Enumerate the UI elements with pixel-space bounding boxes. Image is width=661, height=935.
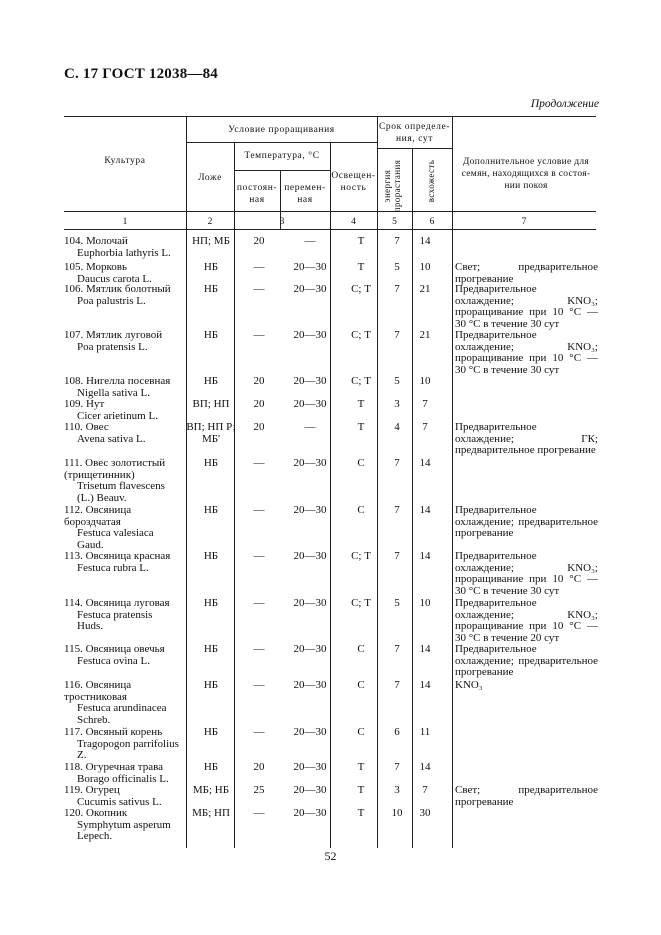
culture-cell <box>64 727 184 762</box>
header-constant-l2: ная <box>249 195 265 205</box>
header-variable-l2: ная <box>297 195 313 205</box>
temp-variable-cell: 20—30 <box>293 283 327 295</box>
bed-cell: НБ <box>203 597 219 609</box>
col-rule-2 <box>234 142 235 848</box>
header-extra <box>456 156 596 192</box>
extra-condition-cell: Свет; предварительное прогревание <box>455 261 598 285</box>
col-number-4: 4 <box>351 217 356 227</box>
culture-cell <box>64 284 184 307</box>
extra-condition-cell: KNO₃ <box>455 679 483 691</box>
light-cell: С; Т <box>351 550 371 562</box>
energy-cell: 7 <box>394 329 400 341</box>
germination-cell: 14 <box>419 504 431 516</box>
energy-cell: 4 <box>394 421 400 433</box>
culture-cell <box>64 330 184 353</box>
culture-name: 107. Мятлик луговой <box>64 329 163 341</box>
culture-name: 104. Молочай <box>64 235 128 247</box>
culture-latin-name: Gaud. <box>77 538 104 551</box>
culture-name: 105. Морковь <box>64 261 128 273</box>
culture-latin-name: Tragopogon parrifolius Z. <box>77 737 179 761</box>
culture-name: 117. Овсяный корень <box>64 726 163 738</box>
col-number-1: 1 <box>122 217 128 227</box>
bed-cell: НБ <box>203 375 219 387</box>
culture-cell <box>64 422 184 445</box>
culture-latin-name: Poa palustris L. <box>77 294 146 307</box>
germination-cell: 14 <box>419 235 431 247</box>
light-cell: С <box>357 504 365 516</box>
temperature-rule <box>234 170 330 171</box>
culture-cell <box>64 808 184 843</box>
culture-cell <box>64 762 184 785</box>
culture-latin-name: Festuca pratensis <box>77 608 153 621</box>
temp-variable-cell: 20—30 <box>293 261 327 273</box>
temp-variable-cell: 20—30 <box>293 807 327 819</box>
term-rule <box>377 148 452 149</box>
temp-variable-cell: 20—30 <box>293 375 327 387</box>
temp-constant-cell: — <box>253 550 265 562</box>
culture-cell <box>64 551 184 574</box>
culture-name: 116. Овсяница тростниковая <box>64 679 132 703</box>
culture-cell <box>64 680 184 726</box>
culture-latin-name: Festuca ovina L. <box>77 654 151 667</box>
germination-cell: 21 <box>419 329 431 341</box>
bed-cell: ВП; НП Р; МБ' <box>186 421 236 445</box>
germination-cell: 7 <box>422 784 428 796</box>
header-variable <box>280 182 330 206</box>
header-extra-l2: семян, находящихся в состоя- <box>461 169 591 179</box>
temp-constant-cell: 20 <box>253 761 265 773</box>
bed-cell: НБ <box>203 679 219 691</box>
bed-cell: НП; МБ <box>192 235 230 247</box>
conditions-rule <box>186 142 377 143</box>
temp-constant-cell: — <box>253 726 265 738</box>
energy-cell: 7 <box>394 679 400 691</box>
header-light-l2: ность <box>340 183 367 193</box>
culture-cell <box>64 458 184 504</box>
light-cell: С <box>357 643 365 655</box>
col-number-7: 7 <box>521 217 527 227</box>
extra-condition-cell: Свет; предварительное прогревание <box>455 784 598 808</box>
light-cell: Т <box>357 261 365 273</box>
culture-name: 108. Нигелла посевная <box>64 375 171 387</box>
culture-name: 111. Овес золотистый (трищетинник) <box>64 457 166 481</box>
energy-cell: 5 <box>394 375 400 387</box>
temp-variable-cell: 20—30 <box>293 726 327 738</box>
culture-name: 113. Овсяница красная <box>64 550 171 562</box>
culture-name: 120. Окопник <box>64 807 128 819</box>
energy-cell: 7 <box>394 761 400 773</box>
culture-name: 115. Овсяница овечья <box>64 643 165 655</box>
germination-cell: 14 <box>419 679 431 691</box>
energy-cell: 3 <box>394 398 400 410</box>
light-cell: Т <box>357 761 365 773</box>
header-light-l1: Освещен- <box>331 171 376 181</box>
temp-constant-cell: — <box>253 679 265 691</box>
temp-constant-cell: — <box>253 261 265 273</box>
header-constant-l1: постоян- <box>236 183 278 193</box>
culture-latin-name: Festuca valesiaca <box>77 527 154 539</box>
temp-constant-cell: — <box>253 329 265 341</box>
bed-cell: НБ <box>203 550 219 562</box>
col-number-5: 5 <box>392 217 397 227</box>
temp-constant-cell: — <box>253 597 265 609</box>
temp-variable-cell: — <box>304 235 316 247</box>
germination-cell: 14 <box>419 457 431 469</box>
col-rule-4 <box>330 142 331 848</box>
light-cell: Т <box>357 398 365 410</box>
light-cell: Т <box>357 421 365 433</box>
temp-variable-cell: 20—30 <box>293 679 327 691</box>
temp-constant-cell: — <box>253 807 265 819</box>
culture-cell <box>64 598 184 633</box>
germination-cell: 7 <box>422 421 428 433</box>
bed-cell: НБ <box>203 283 219 295</box>
temp-variable-cell: 20—30 <box>293 457 327 469</box>
culture-latin-name: Festuca rubra L. <box>77 561 149 574</box>
temp-variable-cell: 20—30 <box>293 784 327 796</box>
bed-cell: НБ <box>203 643 219 655</box>
energy-cell: 7 <box>394 457 400 469</box>
bed-cell: НБ <box>203 504 219 516</box>
culture-name: 114. Овсяница луговая <box>64 597 170 609</box>
table-top-rule <box>64 116 596 117</box>
culture-latin-name: Schreb. <box>77 713 111 726</box>
temp-constant-cell: 20 <box>253 375 265 387</box>
light-cell: С <box>357 679 365 691</box>
temp-variable-cell: 20—30 <box>293 643 327 655</box>
culture-latin-name: Trisetum flavescens <box>77 480 165 492</box>
culture-name: 110. Овес <box>64 421 109 433</box>
culture-latin-name: (L.) Beauv. <box>77 491 127 504</box>
culture-latin-name: Avena sativa L. <box>77 432 146 445</box>
bed-cell: НБ <box>203 726 219 738</box>
temp-constant-cell: 20 <box>253 421 265 433</box>
culture-latin-name: Cucumis sativus L. <box>77 795 162 808</box>
bed-cell: НБ <box>203 761 219 773</box>
culture-cell <box>64 262 184 285</box>
germination-cell: 14 <box>419 550 431 562</box>
bed-cell: МБ; НП <box>192 807 230 819</box>
header-extra-l3: нии покоя <box>504 181 548 191</box>
temp-constant-cell: — <box>253 283 265 295</box>
temp-constant-cell: — <box>253 457 265 469</box>
energy-cell: 6 <box>394 726 400 738</box>
germination-cell: 11 <box>419 726 431 738</box>
culture-name: 118. Огуречная трава <box>64 761 164 773</box>
temp-constant-cell: 20 <box>253 398 265 410</box>
continuation-label: Продолжение <box>530 98 599 110</box>
header-energy-l2: прорастания <box>392 159 402 213</box>
energy-cell: 10 <box>391 807 403 819</box>
temp-variable-cell: 20—30 <box>293 761 327 773</box>
temp-variable-cell: — <box>304 421 316 433</box>
culture-cell <box>64 399 184 422</box>
culture-name: 119. Огурец <box>64 784 120 796</box>
temp-variable-cell: 20—30 <box>293 550 327 562</box>
header-energy <box>382 156 404 216</box>
culture-latin-name: Daucus carota L. <box>77 272 152 285</box>
bed-cell: НБ <box>203 329 219 341</box>
energy-cell: 7 <box>394 550 400 562</box>
header-term <box>377 121 452 145</box>
culture-name: 109. Нут <box>64 398 105 410</box>
culture-latin-name: Euphorbia lathyris L. <box>77 246 171 259</box>
temp-constant-cell: 25 <box>253 784 265 796</box>
extra-condition-cell: Предварительное охлаждение; KNO₃; проращивание при 10 °С — 30 °С в течение 30 сут <box>455 329 598 376</box>
energy-cell: 5 <box>394 261 400 273</box>
culture-cell <box>64 236 184 259</box>
header-energy-l1: энергия <box>382 169 392 203</box>
germination-cell: 30 <box>419 807 431 819</box>
header-temperature: Температура, °С <box>244 151 320 161</box>
temp-variable-cell: 20—30 <box>293 329 327 341</box>
energy-cell: 7 <box>394 283 400 295</box>
col-number-6: 6 <box>429 217 435 227</box>
bed-cell: МБ; НБ <box>192 784 230 796</box>
temp-variable-cell: 20—30 <box>293 398 327 410</box>
culture-name: 112. Овсяница бороздчатая <box>64 504 132 528</box>
culture-name: 106. Мятлик болотный <box>64 283 171 295</box>
temp-constant-cell: — <box>253 643 265 655</box>
light-cell: С; Т <box>351 329 371 341</box>
light-cell: Т <box>357 784 365 796</box>
culture-latin-name: Poa pratensis L. <box>77 340 148 353</box>
culture-cell <box>64 505 184 551</box>
col-number-3: 3 <box>279 217 285 227</box>
header-extra-l1: Дополнительное условие для <box>462 157 590 167</box>
extra-condition-cell: Предварительное охлаждение; предварительное прогревание <box>455 504 598 539</box>
germination-cell: 7 <box>422 398 428 410</box>
bed-cell: НБ <box>203 457 219 469</box>
temp-constant-cell: — <box>253 504 265 516</box>
extra-condition-cell: Предварительное охлаждение; KNO₃; проращивание при 10 °С — 30 °С в течение 30 сут <box>455 550 598 597</box>
header-culture: Культура <box>104 156 146 166</box>
extra-condition-cell: Предварительное охлаждение; предварительное прогревание <box>455 643 598 678</box>
culture-cell <box>64 644 184 667</box>
culture-latin-name: Festuca arundinacea <box>77 702 167 714</box>
header-light <box>330 170 377 194</box>
light-cell: С; Т <box>351 375 371 387</box>
light-cell: С <box>357 457 365 469</box>
light-cell: Т <box>357 235 365 247</box>
energy-cell: 7 <box>394 504 400 516</box>
temp-variable-cell: 20—30 <box>293 504 327 516</box>
header-term-l1: Срок определе- <box>378 122 451 132</box>
energy-cell: 5 <box>394 597 400 609</box>
bed-cell: НБ <box>203 261 219 273</box>
light-cell: С; Т <box>351 283 371 295</box>
header-constant <box>234 182 280 206</box>
culture-latin-name: Borago officinalis L. <box>77 772 169 785</box>
temp-variable-cell: 20—30 <box>293 597 327 609</box>
culture-cell <box>64 785 184 808</box>
germination-cell: 10 <box>419 261 431 273</box>
energy-cell: 7 <box>394 643 400 655</box>
page-number: 52 <box>324 849 337 863</box>
germination-cell: 14 <box>419 643 431 655</box>
col-number-2: 2 <box>207 217 213 227</box>
extra-condition-cell: Предварительное охлаждение; ГК; предварительное прогревание <box>455 421 598 456</box>
extra-condition-cell: Предварительное охлаждение; KNO₃; проращивание при 10 °С — 30 °С в течение 30 сут <box>455 283 598 330</box>
culture-latin-name: Nigella sativa L. <box>77 386 151 399</box>
light-cell: С <box>357 726 365 738</box>
germination-cell: 10 <box>419 375 431 387</box>
temp-constant-cell: 20 <box>253 235 265 247</box>
page-header: С. 17 ГОСТ 12038—84 <box>64 66 218 82</box>
header-term-l2: ния, сут <box>395 134 434 144</box>
culture-latin-name: Symphytum asperum <box>77 818 171 831</box>
header-bed: Ложе <box>198 173 222 183</box>
energy-cell: 7 <box>394 235 400 247</box>
bed-cell: ВП; НП <box>192 398 230 410</box>
culture-latin-name: Cicer arietinum L. <box>77 409 158 422</box>
germination-cell: 14 <box>419 761 431 773</box>
col-rule-6 <box>412 148 413 848</box>
culture-latin-name: Lepech. <box>77 830 113 842</box>
light-cell: С; Т <box>351 597 371 609</box>
header-conditions: Условие проращивания <box>228 125 335 135</box>
culture-cell <box>64 376 184 399</box>
energy-cell: 3 <box>394 784 400 796</box>
light-cell: Т <box>357 807 365 819</box>
germination-cell: 21 <box>419 283 431 295</box>
germination-cell: 10 <box>419 597 431 609</box>
header-variable-l1: перемен- <box>284 183 326 193</box>
culture-latin-name: Huds. <box>77 620 103 632</box>
header-germination: всхожесть <box>426 159 436 203</box>
extra-condition-cell: Предварительное охлаждение; KNO₃; проращивание при 10 °С — 30 °С в течение 20 сут <box>455 597 598 644</box>
